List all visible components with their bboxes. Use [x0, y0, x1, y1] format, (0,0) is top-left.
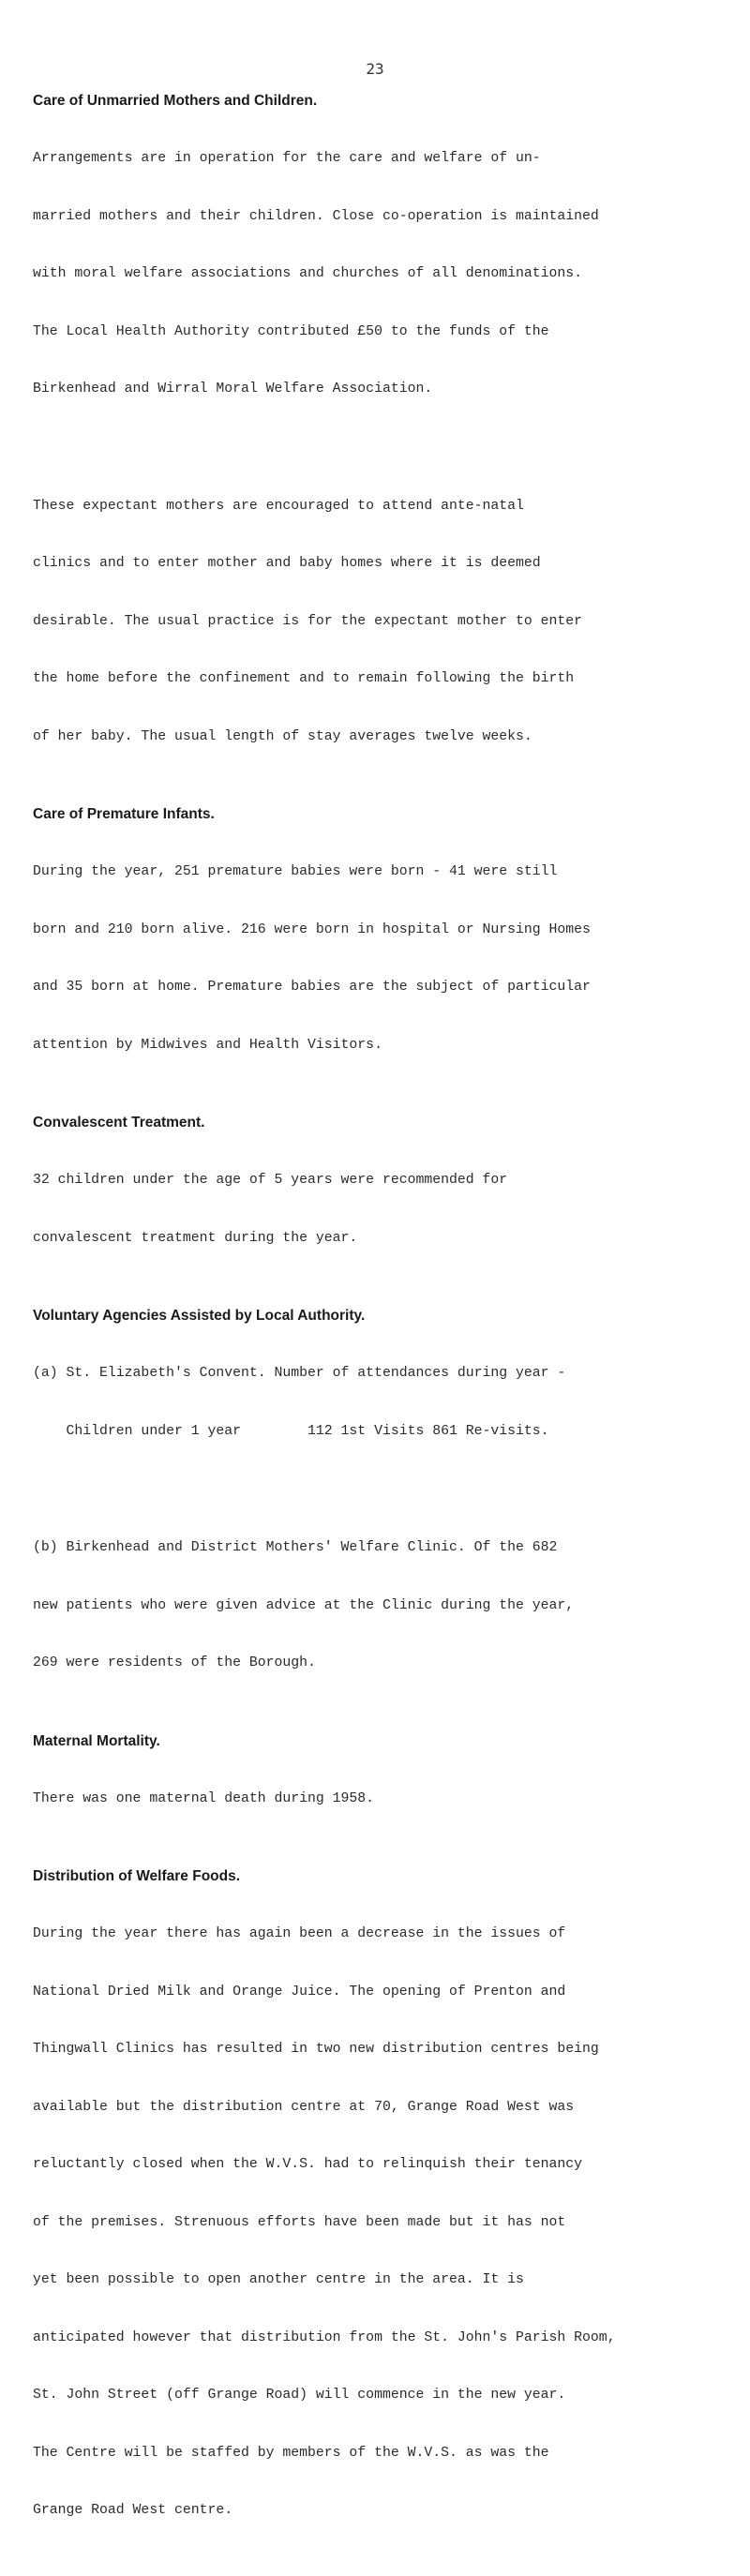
text-line: (a) St. Elizabeth's Convent. Number of attendances during year - [33, 1366, 566, 1381]
paragraph [33, 111, 745, 438]
page-number: 23 [366, 60, 384, 78]
section-heading: Care of Unmarried Mothers and Children. [33, 93, 318, 109]
text-line: convalescent treatment during the year. [33, 1230, 358, 1246]
page-content [33, 92, 745, 2576]
section-unmarried-mothers [33, 92, 745, 785]
section-voluntary-agencies [33, 1307, 745, 1712]
text-line: the home before the confinement and to remain following the birth [33, 671, 575, 686]
text-line: clinics and to enter mother and baby homes where it is deemed [33, 556, 541, 571]
text-line: The Centre will be staffed by members of the W.V.S. as was the [33, 2445, 549, 2461]
text-line: available but the distribution centre at 70, Grange Road West was [33, 2099, 575, 2115]
text-line: During the year there has again been a decrease in the issues of [33, 1926, 566, 1941]
paragraph-item-a [33, 1325, 745, 1479]
text-line: National Dried Milk and Orange Juice. The opening of Prenton and [33, 1984, 566, 1999]
text-line: born and 210 born alive. 216 were born in hospital or Nursing Homes [33, 921, 591, 937]
text-line: and 35 born at home. Premature babies are the subject of particular [33, 980, 591, 995]
section-heading: Maternal Mortality. [33, 1732, 160, 1749]
section-heading: Convalescent Treatment. [33, 1115, 205, 1131]
section-maternal-mortality [33, 1732, 745, 1848]
paragraph [33, 1751, 745, 1848]
text-line: new patients who were given advice at the Clinic during the year, [33, 1597, 575, 1613]
text-line: Children under 1 year 112 1st Visits 861 Re-visits. [33, 1423, 549, 1439]
text-line: of her baby. The usual length of stay averages twelve weeks. [33, 728, 532, 744]
text-line: These expectant mothers are encouraged to attend ante-natal [33, 498, 524, 514]
text-line: St. John Street (off Grange Road) will commence in the new year. [33, 2388, 566, 2403]
text-line: There was one maternal death during 1958. [33, 1790, 375, 1806]
text-line: anticipated however that distribution from the St. John's Parish Room, [33, 2329, 616, 2345]
text-line: Arrangements are in operation for the care and welfare of un- [33, 151, 541, 166]
section-heading: Distribution of Welfare Foods. [33, 1868, 241, 1884]
section-heading: Care of Premature Infants. [33, 806, 215, 822]
text-line: (b) Birkenhead and District Mothers' Welfare Clinic. Of the 682 [33, 1540, 558, 1555]
text-line: yet been possible to open another centre in the area. It is [33, 2272, 524, 2287]
paragraph [33, 1886, 745, 2559]
text-line: During the year, 251 premature babies were born - 41 were still [33, 864, 558, 879]
text-line: with moral welfare associations and churches of all denominations. [33, 266, 583, 281]
paragraph [33, 1132, 745, 1286]
text-line: 269 were residents of the Borough. [33, 1655, 316, 1670]
text-line: of the premises. Strenuous efforts have been made but it has not [33, 2214, 566, 2230]
paragraph [33, 824, 745, 1093]
text-line: married mothers and their children. Close co-operation is maintained [33, 208, 599, 224]
text-line: Thingwall Clinics has resulted in two new distribution centres being [33, 2042, 599, 2057]
section-convalescent-treatment [33, 1114, 745, 1286]
section-premature-infants [33, 805, 745, 1093]
text-line: Birkenhead and Wirral Moral Welfare Association. [33, 382, 433, 397]
text-line: 32 children under the age of 5 years were recommended for [33, 1173, 508, 1188]
text-line: The Local Health Authority contributed £50 to the funds of the [33, 323, 549, 339]
section-welfare-foods [33, 1867, 745, 2559]
text-line: reluctantly closed when the W.V.S. had to relinquish their tenancy [33, 2157, 583, 2172]
text-line: attention by Midwives and Health Visitors. [33, 1037, 382, 1053]
text-line: Grange Road West centre. [33, 2503, 233, 2518]
paragraph-item-b [33, 1500, 745, 1712]
section-heading: Voluntary Agencies Assisted by Local Authority. [33, 1308, 366, 1324]
paragraph [33, 458, 745, 786]
text-line: desirable. The usual practice is for the expectant mother to enter [33, 613, 583, 629]
